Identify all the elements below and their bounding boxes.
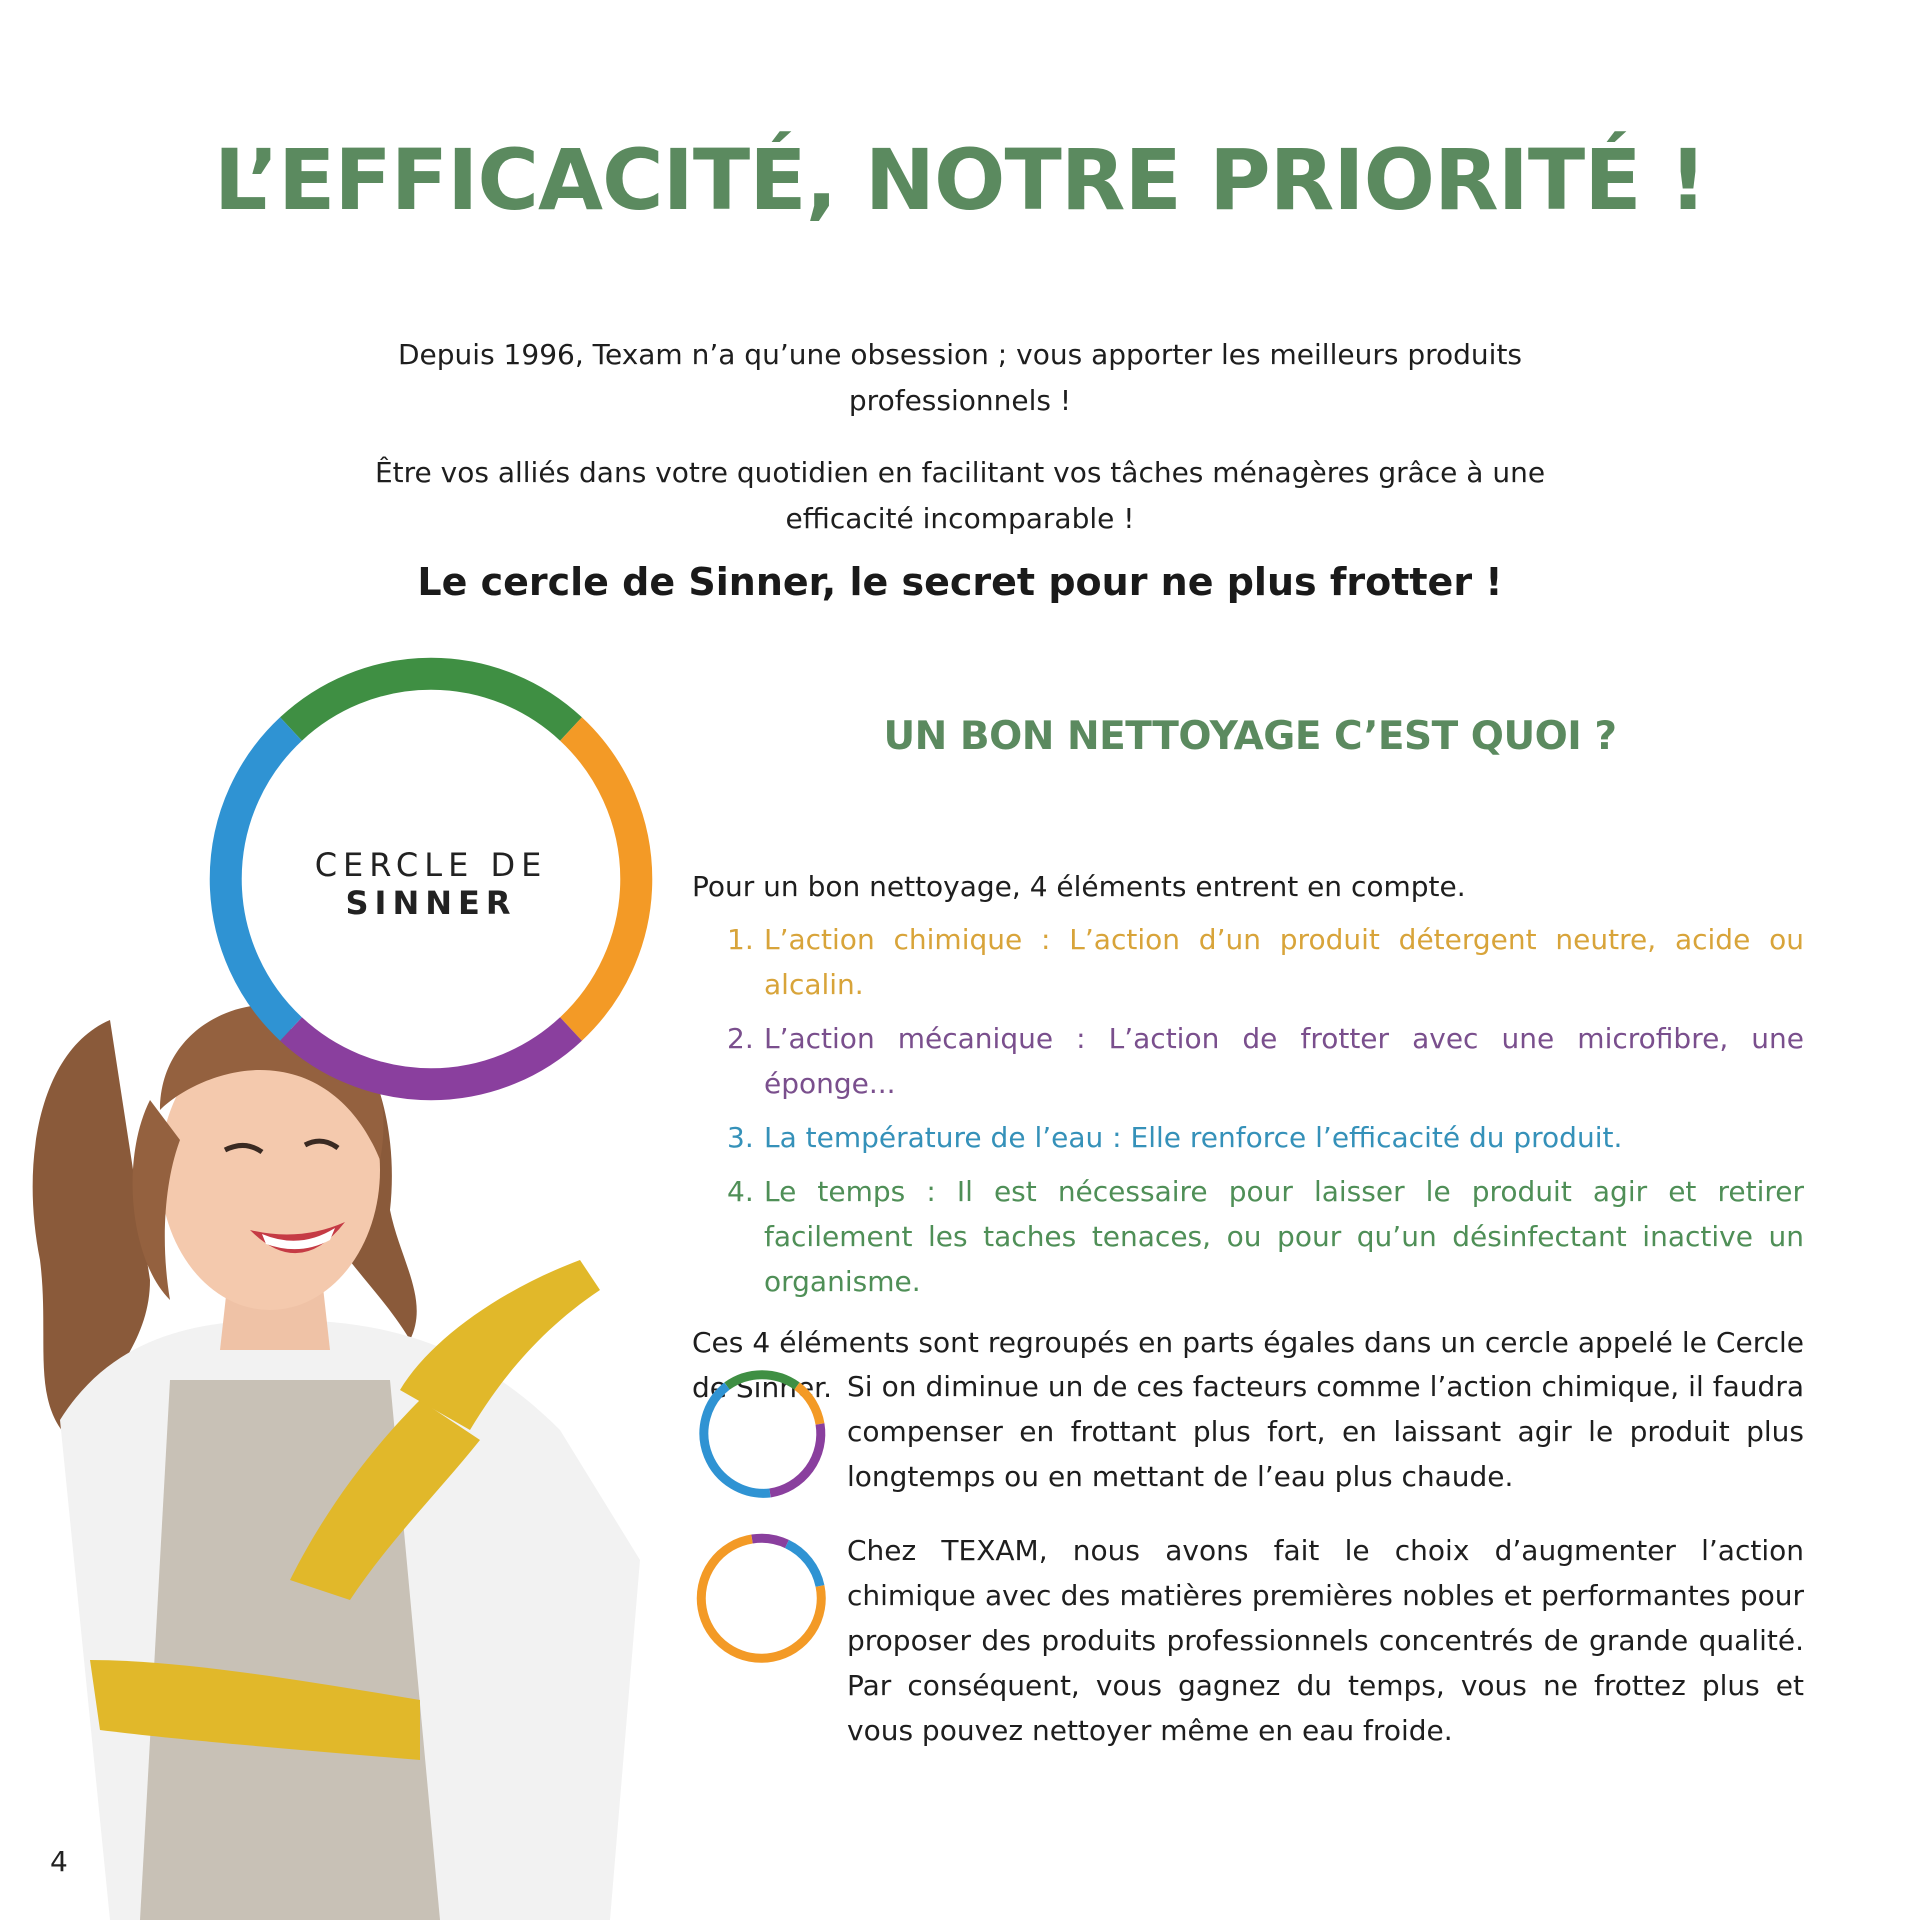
intro-paragraph-1: Depuis 1996, Texam n’a qu’une obsession ; vous apporter les meilleurs produits professionnels ! — [397, 338, 1523, 417]
section-content — [692, 864, 1804, 1410]
list-item: 4. Le temps : Il est nécessaire pour laisser le produit agir et retirer facilement les taches tenaces, ou pour qu’un désinfectant inactive un organisme. — [727, 1175, 1804, 1298]
intro — [360, 332, 1560, 568]
reduced-chemical-row — [692, 1364, 1804, 1499]
large-orange-circle-icon — [692, 1528, 832, 1668]
sinner-label-line2: SINNER — [345, 884, 517, 922]
section-summary: Ces 4 éléments sont regroupés en parts égales dans un cercle appelé le Cercle de Sinner. — [692, 1326, 1804, 1404]
sinner-label-line1: CERCLE DE — [314, 846, 548, 884]
small-circle-icon — [692, 1364, 832, 1504]
page-number: 4 — [50, 1845, 68, 1878]
section-title: UN BON NETTOYAGE C’EST QUOI ? — [883, 714, 1617, 759]
section-lead: Pour un bon nettoyage, 4 éléments entrent en compte. — [692, 870, 1466, 903]
elements-list — [692, 917, 1804, 1304]
page-title: L’EFFICACITÉ, NOTRE PRIORITÉ ! — [213, 131, 1707, 229]
reduced-chemical-text: Si on diminue un de ces facteurs comme l’action chimique, il faudra compenser en frottant plus fort, en laissant agir le produit plus longtemps ou en mettant de l’eau plus chaude. — [847, 1370, 1804, 1493]
intro-paragraph-2: Être vos alliés dans votre quotidien en facilitant vos tâches ménagères grâce à une efficacité incomparable ! — [374, 456, 1546, 535]
list-item: 2. L’action mécanique : L’action de frotter avec une microfibre, une éponge... — [727, 1022, 1804, 1100]
subtitle: Le cercle de Sinner, le secret pour ne plus frotter ! — [417, 560, 1503, 604]
woman-illustration — [0, 960, 680, 1920]
texam-choice-row — [692, 1528, 1804, 1753]
list-item: 1. L’action chimique : L’action d’un produit détergent neutre, acide ou alcalin. — [727, 923, 1804, 1001]
list-item: 3. La température de l’eau : Elle renforce l’efficacité du produit. — [727, 1121, 1623, 1154]
sinner-circle-label — [206, 846, 656, 922]
texam-choice-text: Chez TEXAM, nous avons fait le choix d’augmenter l’action chimique avec des matières premières nobles et performantes pour proposer des produits professionnels concentrés de grande qualité. Par conséquent, vous gagnez du temps, vous ne frottez plus et vous pouvez nettoyer même en eau froide. — [847, 1534, 1804, 1747]
